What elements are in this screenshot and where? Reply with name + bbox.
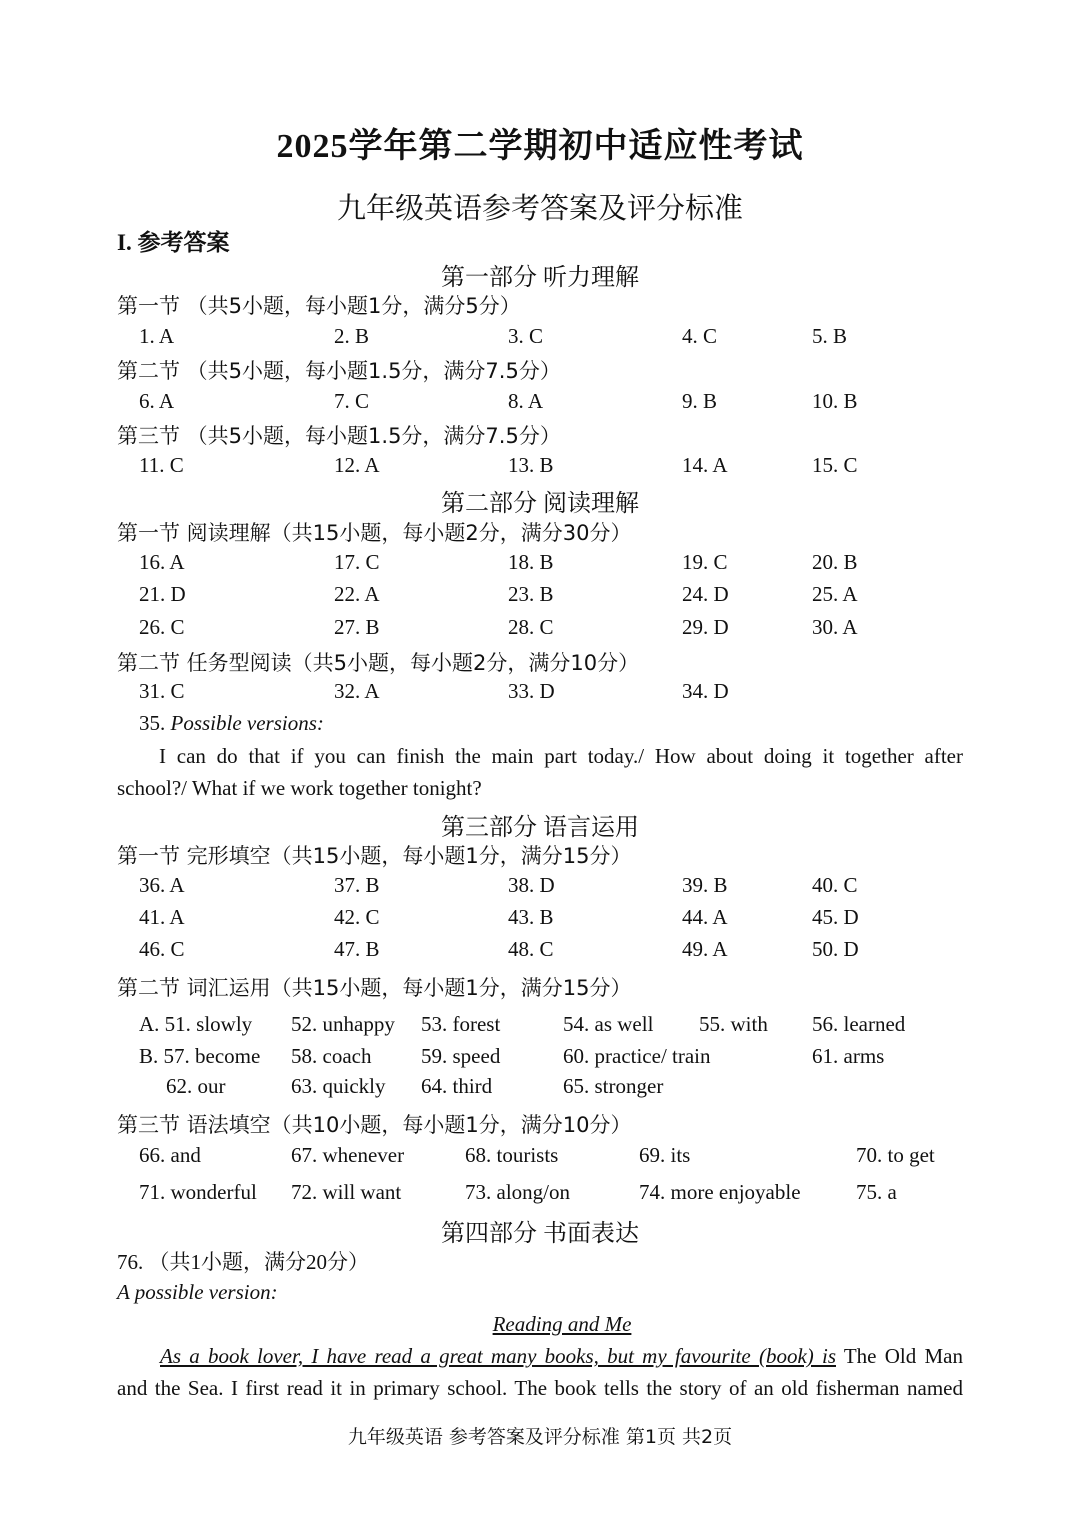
- answer-item: 63. quickly: [291, 1074, 386, 1098]
- answer-item: 24. D: [682, 582, 729, 606]
- essay-title: Reading and Me: [492, 1312, 632, 1336]
- answer-item: 28. C: [508, 615, 554, 639]
- answer-item: 61. arms: [812, 1044, 885, 1068]
- part-heading-reading: 第二部分 阅读理解: [441, 491, 639, 517]
- answer-item: 58. coach: [291, 1044, 372, 1068]
- part-heading-writing: 第四部分 书面表达: [441, 1221, 639, 1247]
- page-title: 2025学年第二学期初中适应性考试: [276, 128, 804, 165]
- answer-item: 75. a: [856, 1180, 897, 1204]
- answer-item: 16. A: [139, 550, 185, 574]
- q35-version-label: Possible versions:: [170, 711, 324, 735]
- answer-item: 30. A: [812, 615, 858, 639]
- answer-item: 46. C: [139, 937, 185, 961]
- answer-item: 54. as well: [563, 1012, 654, 1036]
- answer-item: 19. C: [682, 550, 728, 574]
- answer-item: 60. practice/ train: [563, 1044, 711, 1068]
- answer-item: 47. B: [334, 937, 380, 961]
- answer-item: 17. C: [334, 550, 380, 574]
- answer-item: 7. C: [334, 389, 370, 413]
- answer-item: 71. wonderful: [139, 1180, 257, 1204]
- answer-item: 29. D: [682, 615, 729, 639]
- essay-line-1: [160, 1344, 963, 1369]
- essay-underlined-phrase: As a book lover, I have read a great many books, but my favourite (book) is: [160, 1344, 836, 1368]
- answer-item: 23. B: [508, 582, 554, 606]
- answer-item: 42. C: [334, 905, 380, 929]
- answer-item: 52. unhappy: [291, 1012, 395, 1036]
- answer-item: 55. with: [699, 1012, 768, 1036]
- part-heading-listening: 第一部分 听力理解: [441, 265, 639, 291]
- section-heading: I. 参考答案: [117, 230, 230, 255]
- answer-item: 50. D: [812, 937, 859, 961]
- answer-item: 49. A: [682, 937, 728, 961]
- subsection-heading: 第二节 词汇运用（共15小题，每小题1分，满分15分）: [117, 976, 632, 1000]
- subsection-heading: 第三节 （共5小题，每小题1.5分，满分7.5分）: [117, 424, 561, 448]
- answer-item: 33. D: [508, 679, 555, 703]
- answer-item: 72. will want: [291, 1180, 402, 1204]
- q35-number: 35.: [139, 711, 166, 735]
- answer-item: 22. A: [334, 582, 380, 606]
- answer-item: 21. D: [139, 582, 186, 606]
- page-subtitle: 九年级英语参考答案及评分标准: [336, 193, 743, 225]
- answer-item: 25. A: [812, 582, 858, 606]
- answer-item: 14. A: [682, 453, 728, 477]
- subsection-heading: 第二节 （共5小题，每小题1.5分，满分7.5分）: [117, 359, 561, 383]
- answer-item: 5. B: [812, 324, 848, 348]
- answer-item: 11. C: [139, 453, 184, 477]
- answer-item: 10. B: [812, 389, 858, 413]
- subsection-heading: 第一节 （共5小题，每小题1分，满分5分）: [117, 294, 521, 318]
- answer-item: 68. tourists: [465, 1143, 559, 1167]
- answer-item: 8. A: [508, 389, 544, 413]
- subsection-heading: 第一节 阅读理解（共15小题，每小题2分，满分30分）: [117, 521, 632, 545]
- answer-item: A. 51. slowly: [139, 1012, 253, 1036]
- answer-item: 40. C: [812, 873, 858, 897]
- answer-item: 12. A: [334, 453, 380, 477]
- answer-item: 45. D: [812, 905, 859, 929]
- answer-item: 48. C: [508, 937, 554, 961]
- answer-item: 2. B: [334, 324, 370, 348]
- answer-item: 38. D: [508, 873, 555, 897]
- q35-label: [139, 711, 324, 736]
- answer-item: 56. learned: [812, 1012, 906, 1036]
- answer-item: 59. speed: [421, 1044, 501, 1068]
- page-footer: 九年级英语 参考答案及评分标准 第1页 共2页: [347, 1426, 733, 1448]
- answer-item: 15. C: [812, 453, 858, 477]
- answer-item: 43. B: [508, 905, 554, 929]
- essay-line-2: and the Sea. I first read it in primary school. The book tells the story of an old fisherman named: [117, 1376, 963, 1400]
- subsection-heading: 第二节 任务型阅读（共5小题，每小题2分，满分10分）: [117, 651, 640, 675]
- answer-item: 74. more enjoyable: [639, 1180, 801, 1204]
- answer-item: 36. A: [139, 873, 185, 897]
- answer-item: 70. to get: [856, 1143, 935, 1167]
- answer-item: 41. A: [139, 905, 185, 929]
- answer-item: 53. forest: [421, 1012, 501, 1036]
- answer-item: 6. A: [139, 389, 175, 413]
- answer-item: 65. stronger: [563, 1074, 664, 1098]
- answer-item: 39. B: [682, 873, 728, 897]
- answer-item: 18. B: [508, 550, 554, 574]
- answer-item: 62. our: [166, 1074, 226, 1098]
- subsection-heading: 第一节 完形填空（共15小题，每小题1分，满分15分）: [117, 844, 632, 868]
- answer-item: 69. its: [639, 1143, 691, 1167]
- answer-item: 34. D: [682, 679, 729, 703]
- q35-answer-line-2: school?/ What if we work together tonight?: [117, 776, 482, 800]
- answer-item: 3. C: [508, 324, 544, 348]
- part-heading-language-use: 第三部分 语言运用: [441, 815, 639, 841]
- answer-item: 32. A: [334, 679, 380, 703]
- answer-item: 67. whenever: [291, 1143, 405, 1167]
- answer-item: 44. A: [682, 905, 728, 929]
- answer-item: 1. A: [139, 324, 175, 348]
- answer-item: 64. third: [421, 1074, 493, 1098]
- q35-answer-line-1: I can do that if you can finish the main part today./ How about doing it together after: [159, 744, 963, 768]
- answer-item: 37. B: [334, 873, 380, 897]
- version-label: A possible version:: [117, 1280, 278, 1304]
- answer-item: B. 57. become: [139, 1044, 261, 1068]
- answer-item: 13. B: [508, 453, 554, 477]
- answer-item: 66. and: [139, 1143, 201, 1167]
- essay-book-title: The Old Man: [843, 1344, 963, 1368]
- answer-item: 27. B: [334, 615, 380, 639]
- subsection-heading: 第三节 语法填空（共10小题，每小题1分，满分10分）: [117, 1113, 632, 1137]
- answer-item: 4. C: [682, 324, 718, 348]
- q76-heading: 76. （共1小题，满分20分）: [117, 1250, 369, 1274]
- answer-item: 31. C: [139, 679, 185, 703]
- answer-item: 26. C: [139, 615, 185, 639]
- answer-item: 73. along/on: [465, 1180, 570, 1204]
- answer-item: 9. B: [682, 389, 718, 413]
- answer-item: 20. B: [812, 550, 858, 574]
